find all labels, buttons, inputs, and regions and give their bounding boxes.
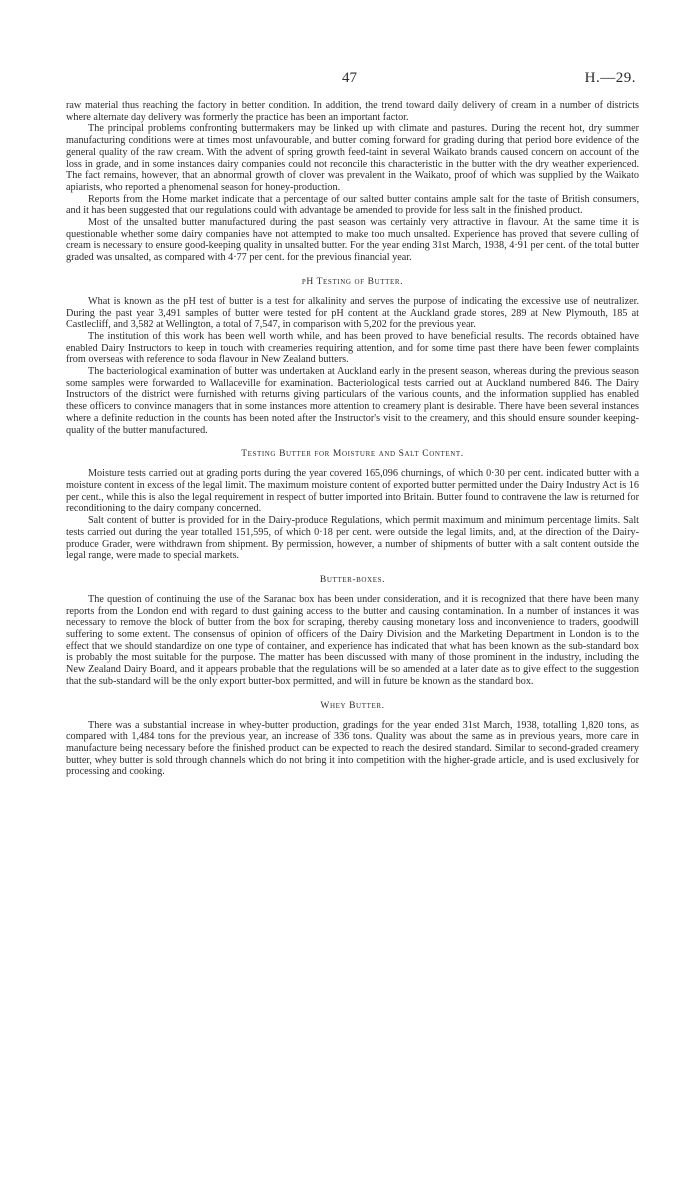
paragraph: What is known as the pH test of butter is a test for alkalinity and serves the purpose of indicating the excessive use of neutralizer. During the past year 3,491 samples of butter were tested for pH content at the Auckland grade stores, 289 at New Plymouth, 185 at Castlecliff, and 3,582 at Wellington, a total of 7,547, in comparison with 5,202 for the previous year. xyxy=(66,295,639,331)
paragraph: There was a substantial increase in whey-butter production, gradings for the year ended 31st March, 1938, totalling 1,820 tons, as compared with 1,484 tons for the previous year, an increase of 336 tons. Quality was about the same as in previous years, more care in manufacture being necessary before the finished product can be expected to reach the desired standard. Similar to second-graded creamery butter, whey butter is sold through channels which do not bring it into competition with the higher-grade article, and is used exclusively for processing and cooking. xyxy=(66,719,639,778)
paragraph: Most of the unsalted butter manufactured during the past season was certainly very attractive in flavour. At the same time it is questionable whether some dairy companies have not attempted to make too much unsalted. Experience has proved that severe culling of cream is necessary to ensure good-keeping quality in unsalted butter. For the year ending 31st March, 1938, 4·91 per cent. of the total butter graded was unsalted, as compared with 4·77 per cent. for the previous financial year. xyxy=(66,217,639,264)
paragraph: The bacteriological examination of butter was undertaken at Auckland early in the present season, whereas during the previous season some samples were forwarded to Wallaceville for examination. Bacteriological tests carried out at Auckland numbered 846. The Dairy Instructors of the district were furnished with returns giving particulars of the various counts, and the information supplied has enabled these officers to convince managers that in some instances more attention to creamery plant is desirable. There have been several instances where a definite reduction in the counts has been noted after the Instructor's visit to the creamery, and this should ensure sounder keeping-quality of the butter manufactured. xyxy=(66,366,639,436)
section-heading: pH Testing of Butter. xyxy=(301,276,404,287)
paragraph: Moisture tests carried out at grading ports during the year covered 165,096 churnings, of which 0·30 per cent. indicated butter with a moisture content in excess of the legal limit. The maximum moisture content of exported butter permitted under the Dairy Industry Act is 16 per cent., while this is also the legal requirement in respect of butter imported into Britain. Butter found to contravene the law is returned for reconditioning to the dairy company concerned. xyxy=(66,468,639,515)
section-heading: Whey Butter. xyxy=(320,700,385,711)
document-reference: H.—29. xyxy=(584,70,636,86)
paragraph: The principal problems confronting buttermakers may be linked up with climate and pastures. During the recent hot, dry summer manufacturing conditions were at times most unfavourable, and butter coming forward for grading during that period bore evidence of the general quality of the raw cream. With the advent of spring growth feed-taint in several Waikato brands caused concern on account of the loss in grade, and in some instances dairy companies could not reconcile this characteristic in the butter with the dry weather experienced. The fact remains, however, that an abnormal growth of clover was prevalent in the Waikato, proof of which was supplied by the Waikato apiarists, who reported a phenomenal season for honey-production. xyxy=(66,123,639,193)
paragraph: raw material thus reaching the factory in better condition. In addition, the trend toward daily delivery of cream in a number of districts where alternate day delivery was formerly the practice has been an important factor. xyxy=(66,100,639,123)
paragraph: The institution of this work has been well worth while, and has been proved to have beneficial results. The records obtained have enabled Dairy Instructors to keep in touch with creameries requiring attention, and for some time past there have been fewer complaints from overseas with reference to soda flavour in New Zealand butters. xyxy=(66,330,639,366)
page-number: 47 xyxy=(342,70,357,86)
paragraph: The question of continuing the use of the Saranac box has been under consideration, and it is recognized that there have been many reports from the London end with regard to dust gaining access to the butter and causing contamination. In a number of instances it was necessary to remove the block of butter from the box for scraping, thereby causing monetary loss and inconvenience to traders, goodwill suffering to some extent. The consensus of opinion of officers of the Dairy Division and the Marketing Department in London is to the effect that we should standardize on one type of container, and experience has indicated that what has been known as the sub-standard box is probably the most suitable for the purpose. The matter has been discussed with many of those prominent in the industry, including the New Zealand Dairy Board, and it appears probable that the regulations will be so amended at a later date as to give effect to the suggestion that the sub-standard will be the only export butter-box permitted, and will in future be known as the standard box. xyxy=(66,593,639,687)
section-heading: Butter-boxes. xyxy=(319,574,386,585)
page-header xyxy=(0,70,700,90)
paragraph: Reports from the Home market indicate that a percentage of our salted butter contains ample salt for the taste of British consumers, and it has been suggested that our regulations could with advantage be amended to provide for less salt in the finished product. xyxy=(66,193,639,217)
paragraph: Salt content of butter is provided for in the Dairy-produce Regulations, which permit maximum and minimum percentage limits. Salt tests carried out during the year totalled 151,595, of which 0·18 per cent. were outside the legal limits, and, at the direction of the Dairy-produce Grader, were withdrawn from shipment. By permission, however, a number of shipments of butter with a salt content outside the legal range, were made to special markets. xyxy=(66,515,639,562)
section-heading: Testing Butter for Moisture and Salt Content. xyxy=(241,449,464,460)
document-body xyxy=(66,100,639,778)
